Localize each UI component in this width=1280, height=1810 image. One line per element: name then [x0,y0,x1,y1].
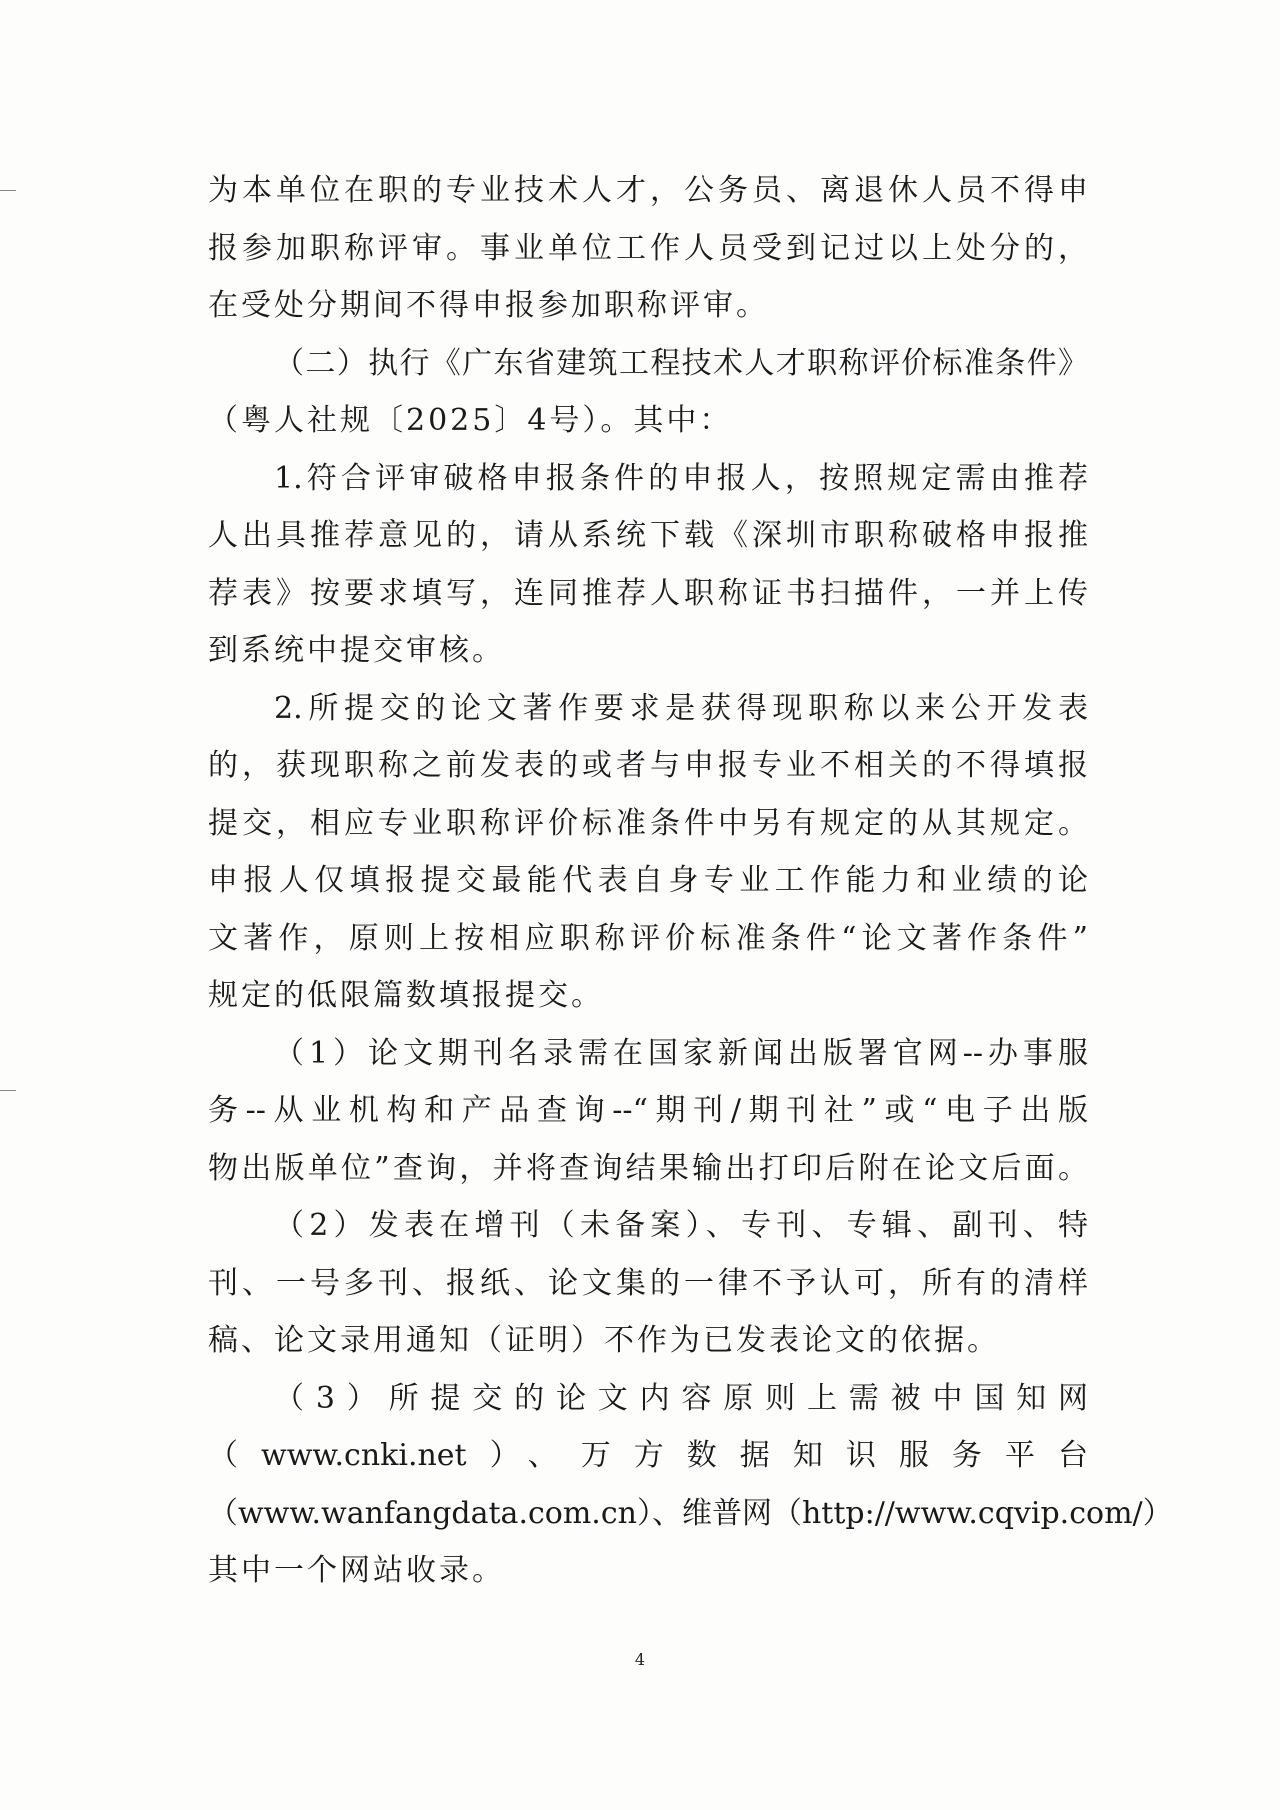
text-line: 1.符合评审破格申报条件的申报人，按照规定需由推荐 [274,460,1088,496]
text-line: 2.所提交的论文著作要求是获得现职称以来公开发表 [274,690,1088,726]
text-line: （二）执行《广东省建筑工程技术人才职称评价标准条件》 [274,345,1088,381]
text-line: 文著作，原则上按相应职称评价标准条件“论文著作条件” [208,920,1088,956]
text-line: 务--从业机构和产品查询--“期刊/期刊社”或“电子出版 [208,1093,1088,1128]
text-line: 其中一个网站收录。 [208,1553,505,1588]
text-line: （3）所提交的论文内容原则上需被中国知网 [274,1380,1088,1416]
text-line: 刊、一号多刊、报纸、论文集的一律不予认可，所有的清样 [208,1265,1088,1301]
scan-edge-mark [0,190,16,191]
text-line: 到系统中提交审核。 [208,633,505,668]
text-line: （www.cnki.net）、万方数据知识服务平台 [208,1438,1088,1473]
text-line: 荐表》按要求填写，连同推荐人职称证书扫描件，一并上传 [208,575,1088,611]
body-text [208,162,1173,1600]
text-line: 物出版单位”查询，并将查询结果输出打印后附在论文后面。 [208,1150,1088,1186]
text-line: 为本单位在职的专业技术人才，公务员、离退休人员不得申 [208,173,1088,208]
text-line: 提交，相应专业职称评价标准条件中另有规定的从其规定。 [208,805,1088,841]
text-line: （www.wanfangdata.com.cn）、维普网（http://www.cqvip.com/） [208,1495,1173,1531]
text-line: （2）发表在增刊（未备案）、专刊、专辑、副刊、特 [274,1208,1088,1243]
text-line: 在受处分期间不得申报参加职称评审。 [208,288,769,323]
text-line: （粤人社规〔2025〕4号）。其中： [208,403,733,438]
page-number: 4 [634,1650,646,1669]
text-line: 稿、论文录用通知（证明）不作为已发表论文的依据。 [208,1323,1000,1358]
text-line: 人出具推荐意见的，请从系统下载《深圳市职称破格申报推 [208,518,1088,553]
text-line: 报参加职称评审。事业单位工作人员受到记过以上处分的， [208,230,1088,266]
text-line: 的，获现职称之前发表的或者与申报专业不相关的不得填报 [208,748,1088,783]
scan-edge-mark [0,1090,16,1091]
text-line: 申报人仅填报提交最能代表自身专业工作能力和业绩的论 [208,863,1088,898]
text-line: （1）论文期刊名录需在国家新闻出版署官网--办事服 [274,1035,1088,1071]
text-line: 规定的低限篇数填报提交。 [208,978,604,1013]
